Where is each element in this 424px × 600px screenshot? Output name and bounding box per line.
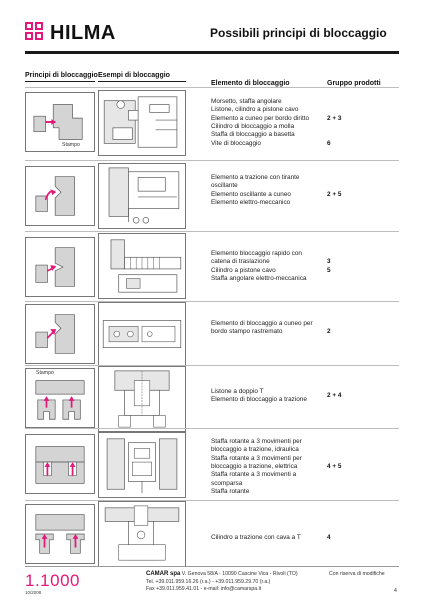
example-diagram-7 (98, 501, 186, 567)
example-diagram-1 (98, 90, 186, 156)
groups-list-4 (327, 320, 387, 337)
elements-list-1 (211, 98, 323, 148)
group-value (327, 98, 387, 106)
groups-list-5 (327, 392, 387, 409)
element-item: Cilindro di bloccaggio a molla (211, 122, 295, 130)
group-value (327, 400, 387, 408)
group-value (327, 182, 387, 190)
element-item: Staffa rotante (211, 487, 250, 495)
element-item: Listone a doppio T (211, 388, 264, 395)
groups-list-7 (327, 534, 387, 542)
elements-list-4 (211, 320, 323, 337)
group-value (327, 471, 387, 479)
elements-list-2 (211, 174, 323, 207)
column-heading-elements: Elemento di bloccaggio (211, 80, 290, 87)
header-rule (25, 51, 399, 54)
element-item: Staffa rotante a 3 movimenti a (211, 471, 297, 479)
element-item: bloccaggio a trazione, elettrica (211, 462, 298, 470)
group-value (327, 199, 387, 207)
revision-note: Con riserva di modifiche (329, 571, 385, 577)
element-item: Staffa angolare elettro-meccanica (211, 274, 307, 282)
element-item: Elemento bloccaggio rapido con (211, 250, 302, 257)
group-value (327, 488, 387, 496)
element-item: bordo stampo rastremato (211, 328, 283, 336)
group-value (327, 131, 387, 139)
principle-diagram-7 (25, 504, 95, 564)
example-diagram-5 (98, 366, 186, 432)
group-value: 2 + 5 (327, 190, 342, 198)
element-item: Cilindro a pistone cavo (211, 266, 276, 274)
element-item: bloccaggio a trazione, idraulica (211, 446, 299, 454)
company-fax-email: Fax +39.011.959.41.01 - e-mail: info@camarspa.it (146, 586, 262, 593)
group-value (327, 123, 387, 131)
company-address: V. Genova 58/A - 10090 Cascine Vica - Rivoli (TO) (181, 571, 298, 577)
row-divider (25, 365, 399, 366)
column-heading-principles: Principi di bloccaggio (25, 72, 98, 79)
document-date: 10/2008 (25, 590, 42, 595)
row-divider (25, 301, 399, 302)
group-value (327, 320, 387, 328)
example-diagram-3 (98, 233, 186, 299)
group-value (327, 275, 387, 283)
group-value: 2 + 4 (327, 392, 342, 399)
element-item: Elemento elettro-meccanico (211, 198, 291, 206)
hilma-logo-icon (25, 22, 45, 44)
element-item: Elemento a cuneo per bordo diritto (211, 114, 310, 122)
element-item: Elemento a trazione con tirante (211, 174, 300, 181)
row-divider (25, 87, 399, 88)
row-divider (25, 160, 399, 161)
column-rule (25, 81, 95, 82)
hilma-logo (25, 20, 116, 46)
principle-diagram-6 (25, 434, 95, 494)
company-name: CAMAR spa (146, 571, 181, 577)
groups-list-1 (327, 98, 387, 148)
company-phone: Tel. +39.011.959.16.26 (r.a.) - +39.011.959.29.70 (r.a.) (146, 578, 271, 585)
group-value (327, 174, 387, 182)
group-value (327, 455, 387, 463)
group-value (327, 438, 387, 446)
elements-list-5 (211, 388, 323, 405)
document-number: 1.1000 (25, 571, 80, 590)
elements-list-3 (211, 250, 323, 283)
elements-list-6 (211, 438, 323, 496)
group-value: 4 (327, 534, 331, 541)
row-divider (25, 500, 399, 501)
principle-diagram-4 (25, 304, 95, 364)
group-value: 3 (327, 258, 331, 266)
column-heading-groups: Gruppo prodotti (327, 80, 381, 87)
group-value (327, 446, 387, 454)
principle-diagram-5 (25, 368, 95, 428)
row-divider (25, 231, 399, 232)
element-item: Elemento oscillante a cuneo (211, 190, 291, 198)
element-item: Cilindro a trazione con cava a T (211, 534, 301, 541)
element-item: scomparsa (211, 479, 243, 487)
groups-list-3 (327, 250, 387, 283)
element-item: Vite di bloccaggio (211, 139, 261, 147)
example-diagram-6 (98, 432, 186, 498)
element-item: Elemento di bloccaggio a trazione (211, 396, 307, 404)
column-rule (98, 81, 186, 82)
element-item: Morsetto, staffa angolare (211, 98, 282, 105)
group-value: 6 (327, 139, 331, 147)
row-divider (25, 428, 399, 429)
group-value (327, 250, 387, 258)
example-diagram-4 (98, 302, 186, 368)
element-item: Staffa rotante a 3 movimenti per (211, 454, 302, 462)
element-item: Elemento di bloccaggio a cuneo per (211, 320, 313, 327)
element-item: catena di traslazione (211, 258, 270, 266)
element-item: Staffa di bloccaggio a basetta (211, 131, 295, 139)
page-number: 4 (394, 588, 397, 594)
column-heading-examples: Esempi di bloccaggio (98, 72, 170, 79)
group-value (327, 480, 387, 488)
group-value: 4 + 5 (327, 462, 342, 470)
element-item: Staffa rotante a 3 movimenti per (211, 438, 302, 445)
principle-diagram-3 (25, 237, 95, 297)
group-value: 2 + 3 (327, 114, 342, 122)
elements-list-7 (211, 534, 323, 542)
company-info (146, 570, 298, 594)
principle-diagram-2 (25, 166, 95, 226)
footer-rule (25, 566, 399, 567)
stampo-label: Stampo (36, 370, 54, 376)
principle-diagram-1 (25, 92, 95, 152)
group-value: 5 (327, 266, 331, 274)
element-item: Listone, cilindro a pistone cavo (211, 106, 299, 114)
group-value: 2 (327, 328, 331, 336)
group-value (327, 106, 387, 114)
page-title: Possibili principi di bloccaggio (210, 26, 387, 40)
groups-list-2 (327, 174, 387, 207)
example-diagram-2 (98, 163, 186, 229)
groups-list-6 (327, 438, 387, 496)
stampo-label: Stampo (62, 142, 80, 148)
element-item: oscillante (211, 182, 238, 190)
brand-name: HILMA (50, 21, 116, 44)
